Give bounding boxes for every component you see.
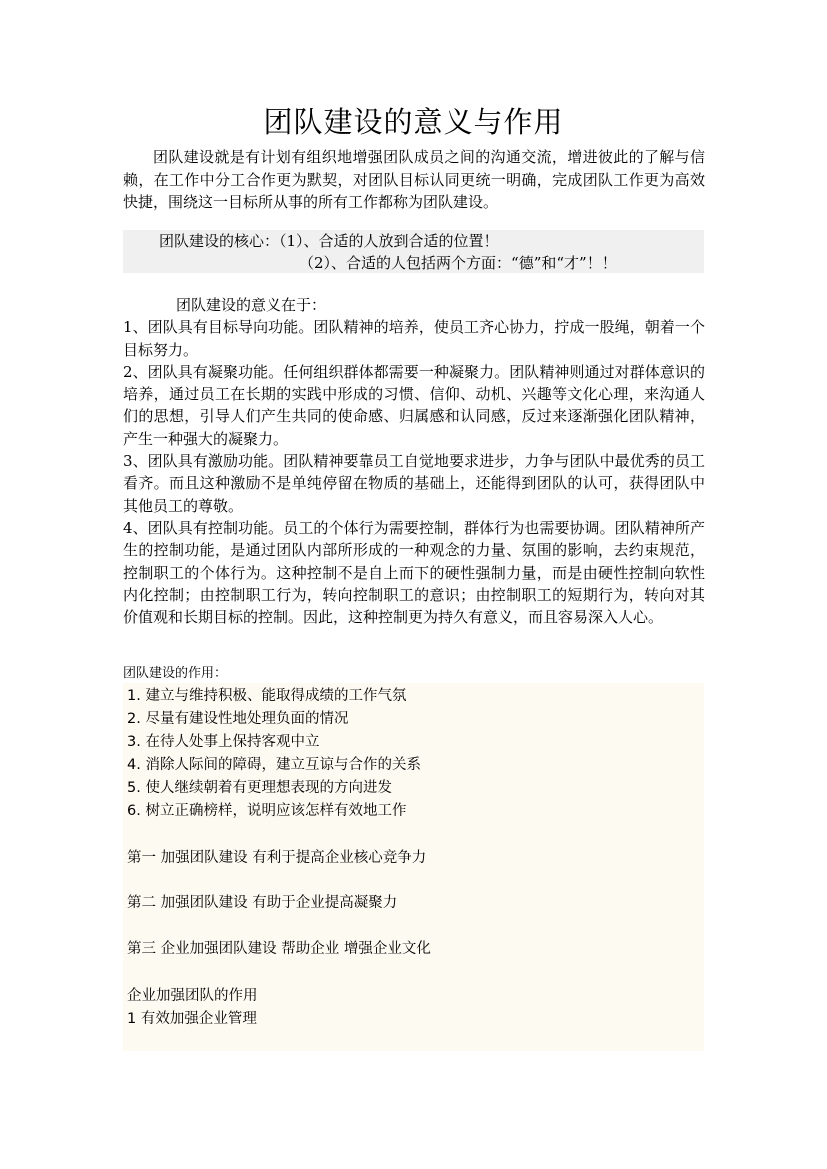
roles-list-item: 1. 建立与维持积极、能取得成绩的工作气氛 bbox=[127, 688, 407, 704]
enterprise-item: 1 有效加强企业管理 bbox=[127, 1011, 257, 1027]
roles-list bbox=[127, 685, 421, 823]
meaning-lead: 团队建设的意义在于： bbox=[176, 296, 327, 314]
meaning-item: 4、团队具有控制功能。员工的个体行为需要控制，群体行为也需要协调。团队精神所产生的控制功能，是通过团队内部所形成的一种观念的力量、氛围的影响，去约束规范，控制职工的个体行为。这种控制不是自上而下的硬性强制力量，而是由硬性控制向软性内化控制；由控制职工行为，转向控制职工的意识；由控制职工的短期行为，转向对其价值观和长期目标的控制。因此，这种控制更为持久有意义，而且容易深入人心。 bbox=[123, 518, 705, 627]
core-line-2: （2）、合适的人包括两个方面：“德”和“才”！！ bbox=[299, 254, 617, 272]
page-title: 团队建设的意义与作用 bbox=[263, 105, 564, 139]
key-point-1: 第一 加强团队建设 有利于提高企业核心竞争力 bbox=[127, 850, 427, 866]
core-line-1: 团队建设的核心：（1）、合适的人放到合适的位置！ bbox=[159, 232, 499, 250]
roles-list-item: 6. 树立正确榜样，说明应该怎样有效地工作 bbox=[127, 803, 407, 819]
roles-list-item: 5. 使人继续朝着有更理想表现的方向进发 bbox=[127, 780, 392, 796]
meaning-item: 3、团队具有激励功能。团队精神要靠员工自觉地要求进步，力争与团队中最优秀的员工看齐。而且这种激励不是单纯停留在物质的基础上，还能得到团队的认可，获得团队中其他员工的尊敬。 bbox=[123, 452, 705, 515]
meaning-section bbox=[123, 294, 705, 628]
enterprise-section bbox=[127, 985, 258, 1031]
roles-heading: 团队建设的作用： bbox=[123, 666, 228, 681]
roles-list-item: 3. 在待人处事上保持客观中立 bbox=[127, 734, 320, 750]
meaning-item: 1、团队具有目标导向功能。团队精神的培养，使员工齐心协力，拧成一股绳，朝着一个目标努力。 bbox=[123, 318, 705, 359]
roles-list-item: 4. 消除人际间的障碍，建立互谅与合作的关系 bbox=[127, 757, 421, 773]
roles-box bbox=[123, 683, 704, 1051]
key-point-3: 第三 企业加强团队建设 帮助企业 增强企业文化 bbox=[127, 941, 431, 957]
key-point-2: 第二 加强团队建设 有助于企业提高凝聚力 bbox=[127, 895, 398, 911]
intro-paragraph: 团队建设就是有计划有组织地增强团队成员之间的沟通交流，增进彼此的了解与信赖，在工作中分工合作更为默契，对团队目标认同更统一明确，完成团队工作更为高效快捷，围绕这一目标所从事的所有工作都称为团队建设。 bbox=[123, 148, 705, 211]
roles-list-item: 2. 尽量有建设性地处理负面的情况 bbox=[127, 711, 349, 727]
meaning-item: 2、团队具有凝聚功能。任何组织群体都需要一种凝聚力。团队精神则通过对群体意识的培养，通过员工在长期的实践中形成的习惯、信仰、动机、兴趣等文化心理，来沟通人们的思想，引导人们产生共同的使命感、归属感和认同感，反过来逐渐强化团队精神，产生一种强大的凝聚力。 bbox=[123, 362, 705, 448]
core-highlight-box bbox=[123, 230, 704, 273]
enterprise-heading: 企业加强团队的作用 bbox=[127, 988, 258, 1004]
